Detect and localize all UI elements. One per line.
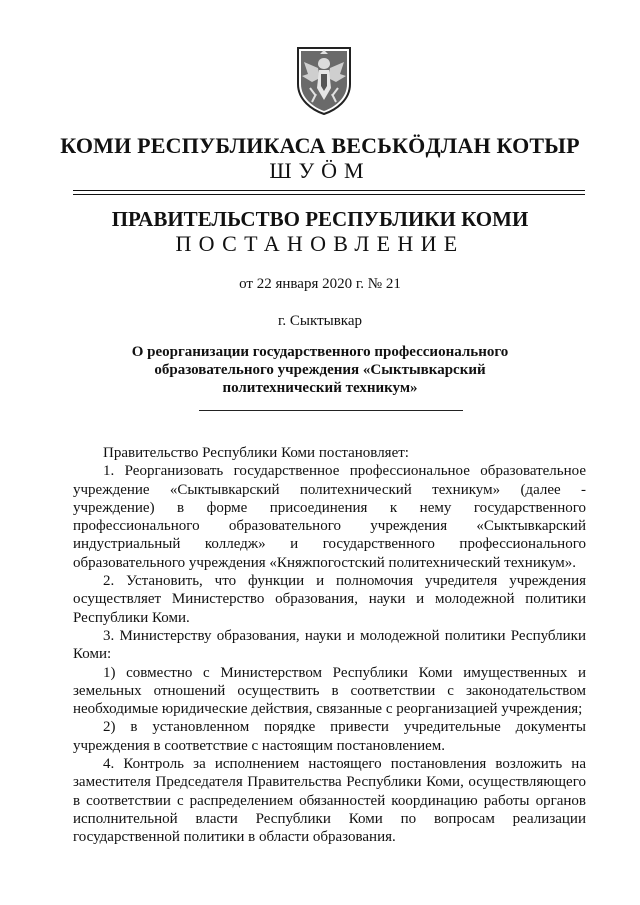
resolution-title: [0, 343, 640, 397]
document-city: г. Сыктывкар: [277, 313, 363, 329]
komi-authority-title: КОМИ РЕСПУБЛИКАСА ВЕСЬКӦДЛАН КОТЫР: [60, 133, 580, 158]
clause-3: 3. Министерству образования, науки и молодежной политики Республики Коми:: [73, 627, 586, 663]
clause-2: 2. Установить, что функции и полномочия учредителя учреждения осуществляет Министерство образования, науки и молодежной политики Республики Коми.: [73, 573, 586, 626]
document-date-number: от 22 января 2020 г. № 21: [239, 276, 401, 292]
komi-coat-of-arms-icon: [292, 44, 356, 116]
document-type: ПОСТАНОВЛЕНИЕ: [175, 231, 465, 256]
resolution-body: [73, 444, 586, 847]
resolution-title-line: образовательного учреждения «Сыктывкарский: [154, 362, 486, 378]
clause-4: 4. Контроль за исполнением настоящего постановления возложить на заместителя Председателя Правительства Республики Коми, осуществляющего в соответствии с распределением обязанностей координацию работы органов исполнительной власти Республики Коми по вопросам реализации государственной политики в области образования.: [73, 756, 586, 846]
clause-1: 1. Реорганизовать государственное профессиональное образовательное учреждение «Сыктывкарский политехнический техникум» (далее - учреждение) в форме присоединения к нему государственного профессионального образовательного учреждения «Сыктывкарский индустриальный колледж» и государственного профессионального образовательного учреждения «Княжпогостский политехнический техникум».: [73, 463, 586, 571]
clause-3-item-1: 1) совместно с Министерством Республики Коми имущественных и земельных отношений осуществить в соответствии с законодательством необходимые юридические действия, связанные с реорганизацией учреждения;: [73, 664, 586, 718]
title-underline: [199, 410, 463, 411]
preamble: Правительство Республики Коми постановляет:: [103, 445, 409, 461]
header-divider-top: [73, 190, 585, 191]
resolution-title-line: О реорганизации государственного профессионального: [131, 344, 509, 360]
resolution-title-line: политехнический техникум»: [222, 380, 418, 396]
header-divider-bottom: [73, 194, 585, 195]
clause-3-item-2: 2) в установленном порядке привести учредительные документы учреждения в соответствие с настоящим постановлением.: [73, 719, 586, 754]
komi-document-type: ШУӦМ: [269, 158, 371, 183]
government-title: ПРАВИТЕЛЬСТВО РЕСПУБЛИКИ КОМИ: [111, 207, 529, 231]
